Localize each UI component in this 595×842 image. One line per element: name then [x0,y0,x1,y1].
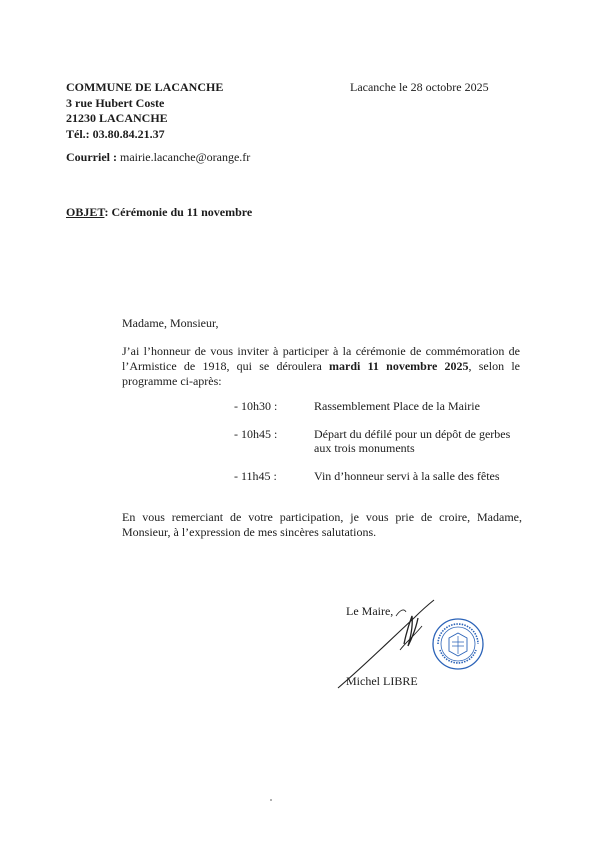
signatory-role: Le Maire, [346,604,394,618]
program-desc-1: Rassemblement Place de la Mairie [314,399,480,413]
program-time-3: - 11h45 : [234,469,277,483]
email-address: mairie.lacanche@orange.fr [119,150,251,164]
letter-date: Lacanche le 28 octobre 2025 [350,80,489,94]
intro-text-before: J’ai l’honneur de vous inviter à participer à la cérémonie de commémoration de l’Armistice de 1918, qui se déroulera [122,344,520,373]
program-desc-2: Départ du défilé pour un dépôt de gerbes aux trois monuments [314,427,511,455]
salutation: Madame, Monsieur, [122,316,219,330]
sender-street: 3 rue Hubert Coste [66,95,165,110]
official-stamp [430,616,486,672]
intro-date-bold: mardi 11 novembre 2025 [329,359,469,373]
handwritten-signature [334,596,444,696]
email-label: Courriel : [66,150,120,164]
closing-paragraph: En vous remerciant de votre participation, je vous prie de croire, Madame, Monsieur, à l’expression de mes sincères salutations. [122,510,522,539]
program-desc-3: Vin d’honneur servi à la salle des fêtes [314,469,500,483]
email-line [66,150,250,165]
intro-text-after: , selon le programme ci-après: [122,359,520,388]
signatory-name: Michel LIBRE [346,674,418,688]
sender-name: COMMUNE DE LACANCHE [66,80,224,94]
sender-city: 21230 LACANCHE [66,111,168,125]
object-line [66,205,252,220]
sender-phone: Tél.: 03.80.84.21.37 [66,126,165,141]
sender-block [66,80,223,142]
object-text: : Cérémonie du 11 novembre [104,205,253,219]
program-time-2: - 10h45 : [234,427,278,441]
program-time-1: - 10h30 : [234,399,278,413]
intro-paragraph [122,344,520,389]
page-speck [270,799,272,801]
object-label: OBJET [66,205,105,219]
